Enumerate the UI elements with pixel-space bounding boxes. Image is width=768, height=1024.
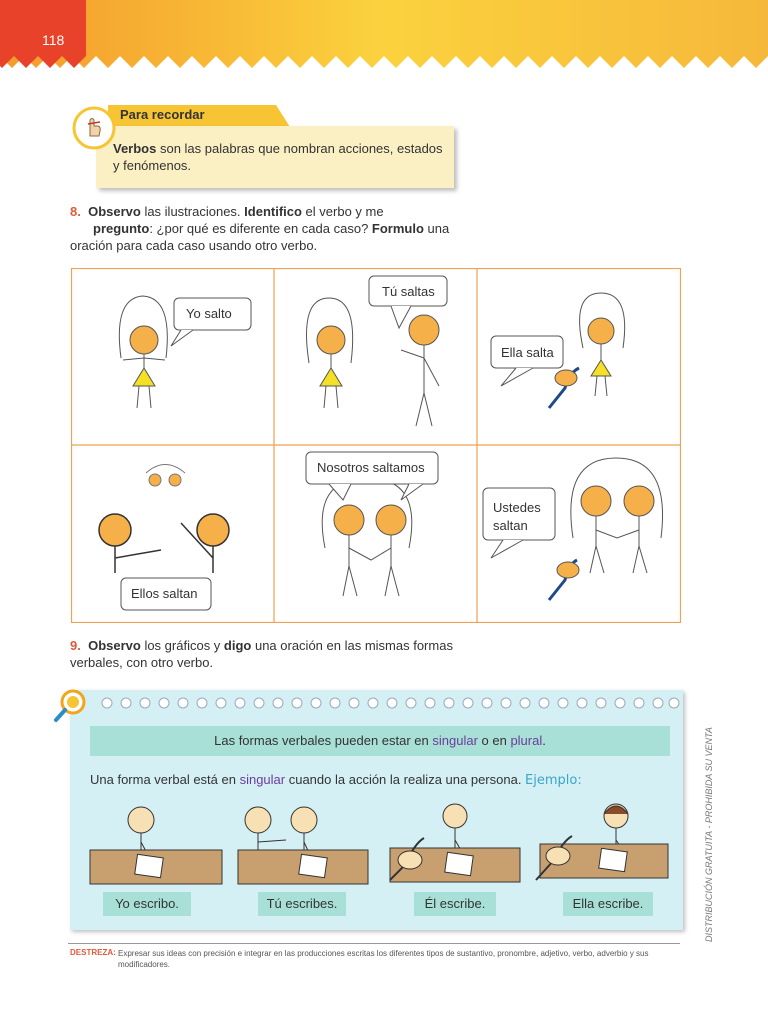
destreza-label: DESTREZA: (70, 948, 116, 957)
recordar-text (113, 140, 443, 174)
recordar-definition: son las palabras que nombran acciones, estados y fenómenos. (113, 141, 443, 173)
speech-bubble-text: Tú saltas (382, 284, 435, 299)
instruction-text: las ilustraciones. (140, 204, 245, 219)
caption-yo-escribo: Yo escribo. (103, 892, 191, 916)
illustration-grid (71, 268, 681, 623)
caption-el-escribe: Él escribe. (414, 892, 496, 916)
info-rule (90, 733, 670, 748)
side-notice-text: DISTRIBUCIÓN GRATUITA - PROHIBIDA SU VENTA (704, 727, 714, 942)
destreza-text: Expresar sus ideas con precisión e integrar en las producciones escritas los diferentes tipos de sustantivo, pronombre, adjetivo, verbo, adverbio y sus modificadores. (118, 949, 649, 969)
finger-ribbon-icon (72, 106, 116, 150)
keyword-singular: singular (239, 772, 286, 787)
instruction-verb: Observo (88, 638, 141, 653)
tu-escribes-illustration (238, 807, 368, 884)
speech-bubble-text: Ella salta (501, 345, 554, 360)
speech-bubble-text: saltan (493, 518, 528, 533)
caption-tu-escribes: Tú escribes. (258, 892, 346, 916)
example-label: Ejemplo: (525, 773, 582, 788)
speech-bubble-text: Ellos saltan (131, 586, 198, 601)
instruction-text: una oración en las mismas formas verbales, con otro verbo. (70, 638, 453, 670)
caption-ella-escribe: Ella escribe. (563, 892, 653, 916)
keyword-plural: plural (510, 733, 543, 748)
rule-text: o en (477, 733, 511, 748)
writing-illustrations (88, 800, 678, 890)
rule-text: Las formas verbales pueden estar en (214, 733, 433, 748)
instruction-verb: Identifico (244, 204, 302, 219)
instruction-text: el verbo y me (301, 204, 384, 219)
page-number: 118 (42, 32, 65, 48)
speech-bubble-text: Yo salto (186, 306, 232, 321)
el-escribe-illustration (390, 804, 520, 882)
footer-divider (68, 943, 680, 944)
instruction-verb: Observo (88, 204, 141, 219)
definition-text: cuando la acción la realiza una persona. (285, 772, 526, 787)
header-banner (0, 0, 768, 80)
magnifier-icon (53, 688, 89, 724)
info-definition (90, 772, 670, 788)
instruction-verb: pregunto (93, 221, 150, 236)
instruction-text: los gráficos y (140, 638, 224, 653)
question-9 (70, 637, 470, 671)
yo-escribo-illustration (90, 807, 222, 884)
question-number: 8. (70, 204, 81, 219)
speech-bubble-text: Ustedes (493, 500, 541, 515)
definition-text: Una forma verbal está en (90, 772, 240, 787)
side-notice (698, 700, 718, 944)
instruction-text: : ¿por qué es diferente en cada caso? (149, 221, 372, 236)
instruction-verb: digo (223, 638, 252, 653)
question-number: 9. (70, 638, 81, 653)
instruction-text: una oración para cada caso usando otro verbo. (70, 221, 450, 253)
keyword-singular: singular (432, 733, 478, 748)
notebook-rings (100, 696, 680, 710)
recordar-title: Para recordar (120, 107, 205, 122)
rule-text: . (542, 733, 546, 748)
question-8 (70, 203, 470, 254)
instruction-verb: Formulo (371, 221, 424, 236)
speech-bubble-text: Nosotros saltamos (317, 460, 425, 475)
ella-escribe-illustration (536, 804, 668, 880)
recordar-term: Verbos (113, 141, 157, 156)
